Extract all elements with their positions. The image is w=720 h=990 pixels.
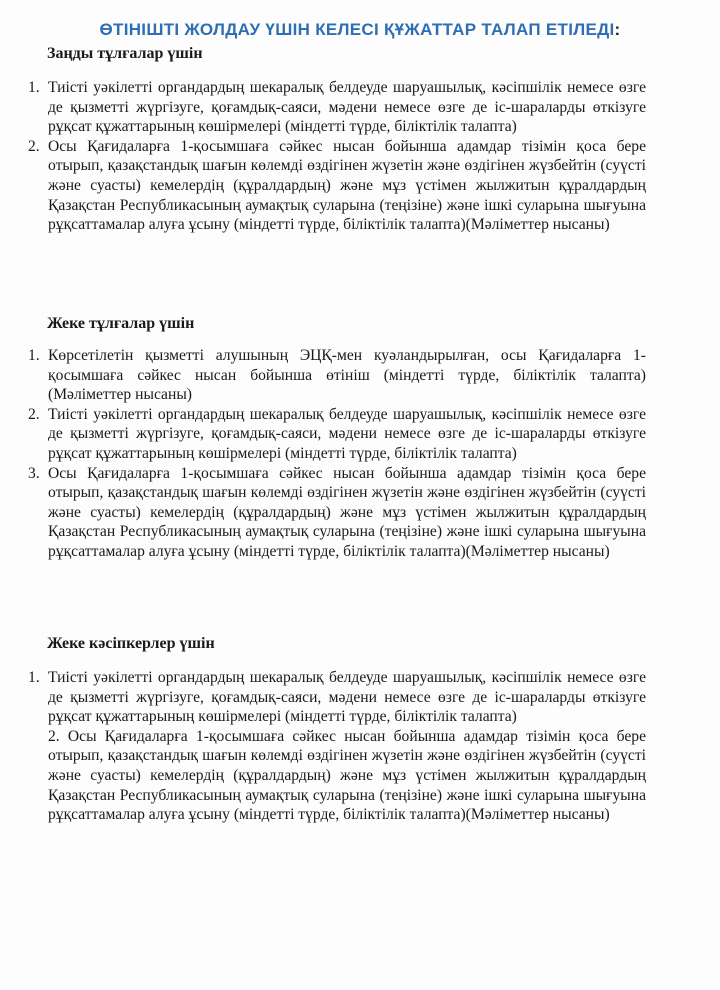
item-number: 1. [28,79,40,96]
item-text: Осы Қағидаларға 1-қосымшаға сәйкес нысан бойынша адамдар тізімін қоса бере отырып, қазақстандық шағын көлемді өздігінен жүзетін және өздігінен жүзбейтін (суүсті және суасты) кемелердің (құралдардың) және мұз үстімен жылжитын құралдардың Қазақстан Республикасының аумақтық суларына (теңізіне) және ішкі суларына шығуына рұқсаттамалар алуға ұсыну (міндетті түрде, біліктілік талапта)(Мәліметтер нысаны) [48,464,646,560]
section-heading-individuals: Жеке тұлғалар үшін [47,315,195,332]
item-number: 3. [28,464,40,482]
title-text: ӨТІНІШТІ ЖОЛДАУ ҮШІН КЕЛЕСІ ҚҰЖАТТАР ТАЛАП ЕТІЛЕДІ [99,20,615,39]
list-item [28,464,646,562]
entrepreneurs-list [28,668,646,825]
section-heading-legal-entities: Заңды тұлғалар үшін [47,45,203,62]
individuals-list [28,346,646,562]
document-title [0,20,720,40]
list-item [28,668,646,825]
item-subparagraph: 2. Осы Қағидаларға 1-қосымшаға сәйкес нысан бойынша адамдар тізімін қоса бере отырып, қазақстандық шағын көлемді өздігінен жүзетін және өздігінен жүзбейтін (суүсті және суасты) кемелердің (құралдардың) және мұз үстімен жылжитын құралдардың Қазақстан Республикасының аумақтық суларына (теңізіне) және ішкі суларына шығуына рұқсаттамалар алуға ұсыну (міндетті түрде, біліктілік талапта)(Мәліметтер нысаны) [48,727,646,824]
item-text: Көрсетілетін қызметті алушының ЭЦҚ-мен куәландырылған, осы Қағидаларға 1-қосымшаға сәйкес нысан бойынша өтініш (міндетті түрде, біліктілік талапта)(Мәліметтер нысаны) [48,347,646,404]
item-number: 2. [28,405,40,423]
title-colon: : [614,20,621,39]
list-item [28,78,646,137]
item-text: Осы Қағидаларға 1-қосымшаға сәйкес нысан бойынша адамдар тізімін қоса бере отырып, қазақстандық шағын көлемді өздігінен жүзетін және өздігінен жүзбейтін (суүсті және суасты) кемелердің (құралдардың) және мұз үстімен жылжитын құралдардың Қазақстан Республикасының аумақтық суларына (теңізіне) және ішкі суларына шығуына рұқсаттамалар алуға ұсыну (міндетті түрде, біліктілік талапта)(Мәліметтер нысаны) [48,137,646,234]
section-heading-entrepreneurs: Жеке кәсіпкерлер үшін [47,635,215,652]
item-number: 2. [28,137,40,155]
list-item [28,405,646,464]
item-number: 1. [28,347,40,364]
list-item [28,137,646,235]
item-text: Тиісті уәкілетті органдардың шекаралық белдеуде шаруашылық, кәсіпшілік немесе өзге де қызметті жүргізуге, қоғамдық-саяси, мәдени немесе өзге де іс-шараларды өткізуге рұқсат құжаттарының көшірмелері (міндетті түрде, біліктілік талапта) [48,79,646,136]
item-text: Тиісті уәкілетті органдардың шекаралық белдеуде шаруашылық, кәсіпшілік немесе өзге де қызметті жүргізуге, қоғамдық-саяси, мәдени немесе өзге де іс-шараларды өткізуге рұқсат құжаттарының көшірмелері (міндетті түрде, біліктілік талапта) [48,669,646,726]
item-number: 1. [28,669,40,686]
list-item [28,346,646,405]
item-text: Тиісті уәкілетті органдардың шекаралық белдеуде шаруашылық, кәсіпшілік немесе өзге де қызметті жүргізуге, қоғамдық-саяси, мәдени немесе өзге де іс-шараларды өткізуге рұқсат құжаттарының көшірмелері (міндетті түрде, біліктілік талапта) [48,405,646,462]
legal-entities-list [28,78,646,235]
